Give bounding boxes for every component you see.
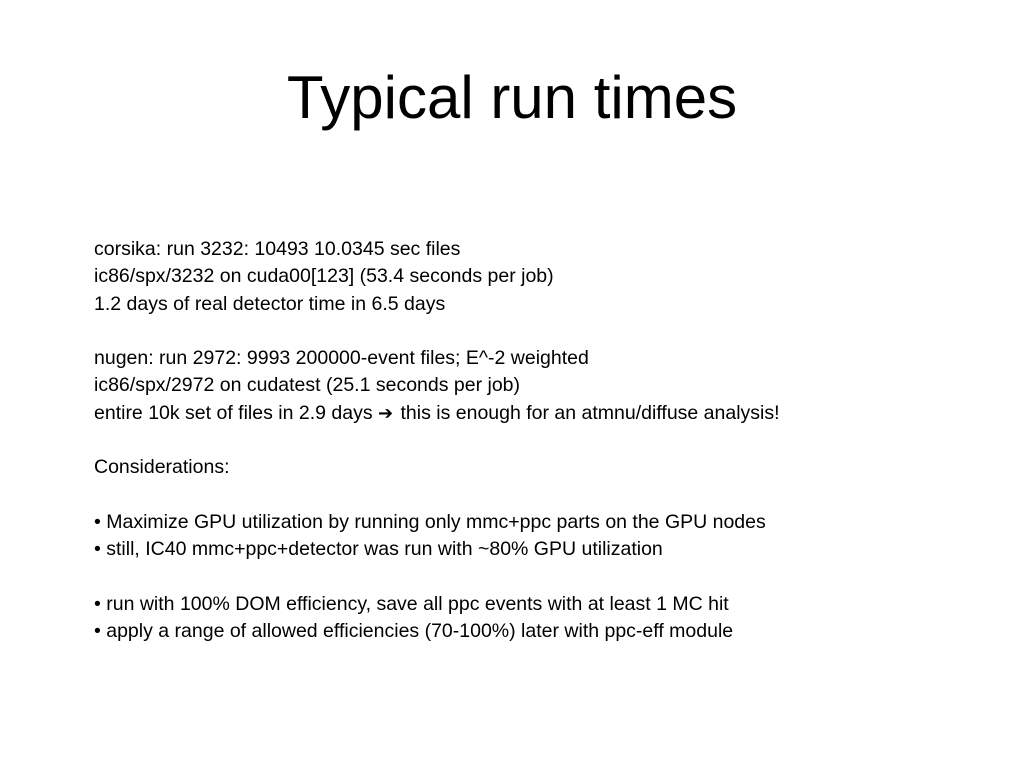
corsika-path-line: ic86/spx/3232 on cuda00[123] (53.4 seconds per job) xyxy=(94,265,554,288)
nugen-result-text-after: this is enough for an atmnu/diffuse analysis! xyxy=(395,401,780,424)
bullet-item: • Maximize GPU utilization by running only mmc+ppc parts on the GPU nodes xyxy=(94,510,766,533)
spacer xyxy=(94,427,994,454)
bullet-list-efficiency xyxy=(94,591,994,646)
considerations-heading: Considerations: xyxy=(94,456,230,479)
slide-body xyxy=(94,236,994,645)
bullet-item: • run with 100% DOM efficiency, save all ppc events with at least 1 MC hit xyxy=(94,592,729,615)
nugen-block xyxy=(94,345,994,427)
nugen-run-line: nugen: run 2972: 9993 200000-event files; E^-2 weighted xyxy=(94,347,589,370)
corsika-time-line: 1.2 days of real detector time in 6.5 days xyxy=(94,292,446,315)
nugen-result-line xyxy=(94,400,994,427)
corsika-block xyxy=(94,236,994,318)
spacer xyxy=(94,318,994,345)
bullet-list-gpu xyxy=(94,509,994,564)
spacer xyxy=(94,564,994,591)
bullet-item: • apply a range of allowed efficiencies (70-100%) later with ppc-eff module xyxy=(94,620,734,643)
corsika-run-line: corsika: run 3232: 10493 10.0345 sec files xyxy=(94,238,461,260)
right-arrow-icon: ➔ xyxy=(378,402,394,424)
nugen-path-line: ic86/spx/2972 on cudatest (25.1 seconds per job) xyxy=(94,374,521,397)
bullet-item: • still, IC40 mmc+ppc+detector was run with ~80% GPU utilization xyxy=(94,538,663,561)
slide-title: Typical run times xyxy=(286,64,738,131)
nugen-result-text-before: entire 10k set of files in 2.9 days xyxy=(94,401,378,424)
spacer xyxy=(94,482,994,509)
